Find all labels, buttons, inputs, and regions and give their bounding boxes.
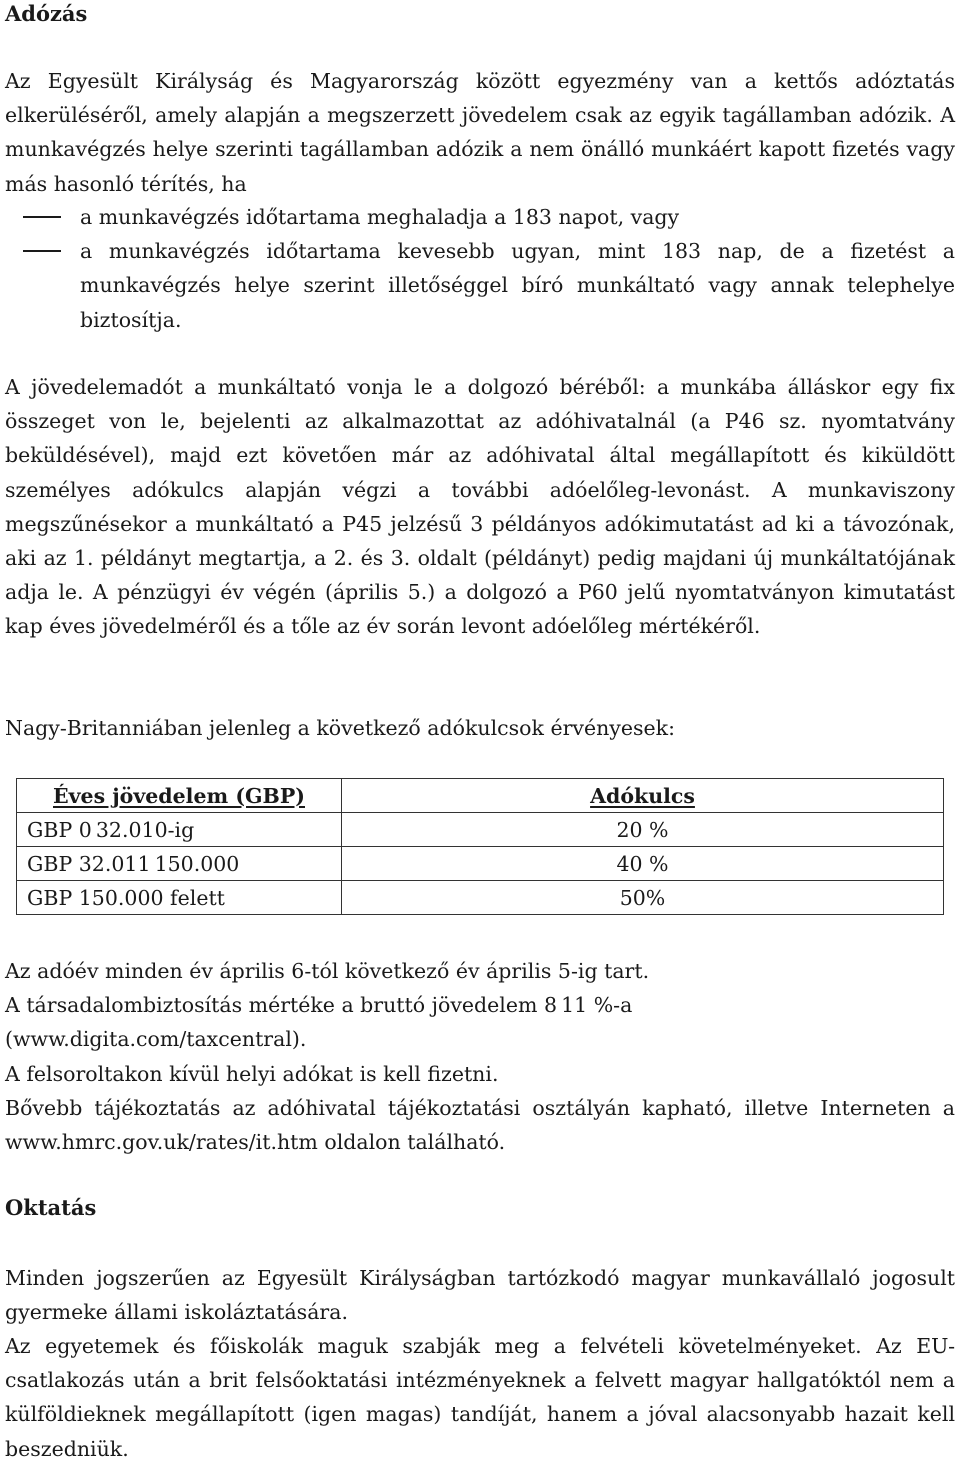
local-tax-line: A felsoroltakon kívül helyi adókat is kell fizetni. xyxy=(5,1062,499,1086)
income-band-cell: GBP 150.000 felett xyxy=(17,881,342,915)
column-header-rate: Adókulcs xyxy=(342,779,944,813)
tax-intro-paragraph: Az Egyesült Királyság és Magyarország között egyezmény van a kettős adóztatás elkerüléséről, amely alapján a megszerzett jövedelem csak az egyik tagállamban adózik. A munkavégzés helye szerinti tagállamban adózik a nem önálló munkáért kapott fizetés vagy más hasonló térítés, ha xyxy=(5,69,955,196)
income-band-cell: GBP 0 32.010-ig xyxy=(17,813,342,847)
source-link-line: (www.digita.com/taxcentral). xyxy=(5,1027,307,1051)
tax-year-line: Az adóév minden év április 6-tól következő év április 5-ig tart. xyxy=(5,959,650,983)
table-row xyxy=(17,813,944,847)
tax-rate-cell: 20 % xyxy=(342,813,944,847)
further-info-paragraph: Bővebb tájékoztatás az adóhivatal tájékoztatási osztályán kapható, illetve Interneten a www.hmrc.gov.uk/rates/it.htm oldalon található. xyxy=(5,1096,955,1155)
tax-conditions-list xyxy=(5,200,955,337)
tax-withholding-paragraph: A jövedelemadót a munkáltató vonja le a dolgozó béréből: a munkába álláskor egy fix összeget von le, bejelenti az alkalmazottat az adóhivatalnál (a P46 sz. nyomtatvány beküldésével), majd ezt követően már az adóhivatal által megállapított és kiküldött személyes adókulcs alapján végzi a további adóelőleg-levonást. A munkaviszony megszűnésekor a munkáltató a P45 jelzésű 3 példányos adókimutatást ad ki a távozónak, aki az 1. példányt megtartja, a 2. és 3. oldalt (példányt) pedig majdani új munkáltatójának adja le. A pénzügyi év végén (április 5.) a dolgozó a P60 jelű nyomtatványon kimutatást kap éves jövedelméről és a tőle az év során levont adóelőleg mértékéről. xyxy=(5,375,955,639)
tax-rates-table xyxy=(16,778,944,915)
tax-rate-cell: 40 % xyxy=(342,847,944,881)
section-heading-education: Oktatás xyxy=(5,1195,97,1220)
education-paragraph-1: Minden jogszerűen az Egyesült Királyságban tartózkodó magyar munkavállaló jogosult gyermeke állami iskoláztatására. xyxy=(5,1266,955,1325)
section-heading-tax: Adózás xyxy=(5,1,88,26)
table-row xyxy=(17,881,944,915)
table-row xyxy=(17,847,944,881)
income-band-cell: GBP 32.011 150.000 xyxy=(17,847,342,881)
tax-rates-intro: Nagy-Britanniában jelenleg a következő adókulcsok érvényesek: xyxy=(5,716,675,740)
tax-condition-item: a munkavégzés időtartama meghaladja a 183 napot, vagy xyxy=(5,200,955,234)
column-header-income: Éves jövedelem (GBP) xyxy=(17,779,342,813)
education-paragraph-2: Az egyetemek és főiskolák maguk szabják meg a felvételi követelményeket. Az EU-csatlakozás után a brit felsőoktatási intézményeknek a felvett magyar hallgatóktól nem a külföldieknek megállapított (igen magas) tandíját, hanem a jóval alacsonyabb hazait kell beszedniük. xyxy=(5,1334,955,1461)
tax-condition-item: a munkavégzés időtartama kevesebb ugyan, mint 183 nap, de a fizetést a munkavégzés helye szerint illetőséggel bíró munkáltató vagy annak telephelye biztosítja. xyxy=(5,234,955,337)
table-header-row xyxy=(17,779,944,813)
tax-rate-cell: 50% xyxy=(342,881,944,915)
social-security-line: A társadalombiztosítás mértéke a bruttó jövedelem 8 11 %-a xyxy=(5,993,633,1017)
